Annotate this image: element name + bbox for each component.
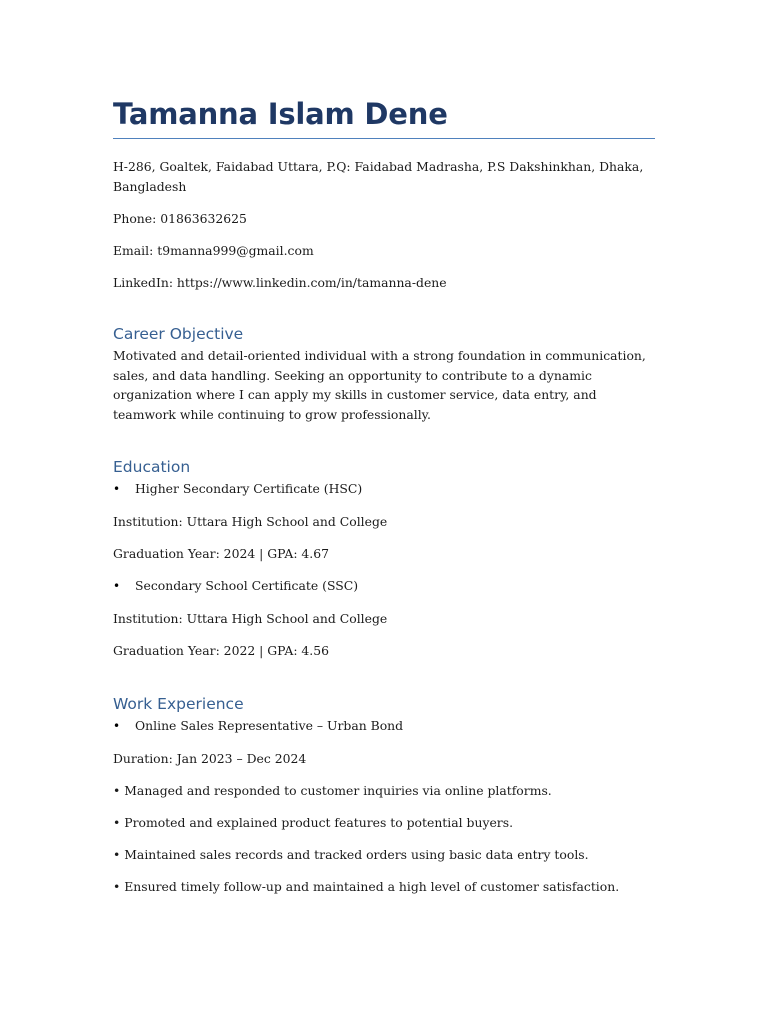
education-institution: Institution: Uttara High School and College — [113, 514, 388, 529]
bullet-icon: • — [113, 718, 121, 733]
bullet-icon: • — [113, 482, 121, 496]
education-institution: Institution: Uttara High School and College — [113, 611, 388, 626]
career-objective-text: Motivated and detail-oriented individual with a strong foundation in communication, sales, and data handling. Seeking an opportunity to contribute to a dynamic organization where I can apply my skills in customer service, data entry, and teamwork while continuing to grow professionally. — [113, 348, 646, 422]
work-duty: • Promoted and explained product features to potential buyers. — [113, 814, 514, 830]
education-entry-hsc — [113, 479, 658, 500]
work-entry — [113, 716, 658, 737]
work-duty: • Ensured timely follow-up and maintained a high level of customer satisfaction. — [113, 878, 620, 894]
candidate-name: Tamanna Islam Dene — [113, 97, 448, 131]
email-text: Email: t9manna999@gmail.com — [113, 242, 314, 258]
phone-text: Phone: 01863632625 — [113, 210, 247, 226]
work-duty: • Maintained sales records and tracked orders using basic data entry tools. — [113, 846, 589, 862]
bullet-icon: • — [113, 579, 121, 593]
name-divider — [113, 138, 655, 139]
education-year: Graduation Year: 2022 | GPA: 4.56 — [113, 643, 330, 658]
education-heading: Education — [113, 458, 191, 476]
education-entry-ssc — [113, 576, 658, 597]
education-title: Higher Secondary Certificate (HSC) — [135, 481, 363, 496]
work-duty: • Managed and responded to customer inquiries via online platforms. — [113, 782, 552, 798]
work-title: Online Sales Representative – Urban Bond — [135, 717, 404, 733]
career-objective-heading: Career Objective — [113, 325, 244, 343]
education-year: Graduation Year: 2024 | GPA: 4.67 — [113, 546, 330, 561]
linkedin-text: LinkedIn: https://www.linkedin.com/in/tamanna-dene — [113, 274, 447, 290]
work-duration: Duration: Jan 2023 – Dec 2024 — [113, 750, 307, 766]
work-experience-heading: Work Experience — [113, 694, 244, 713]
education-title: Secondary School Certificate (SSC) — [135, 578, 359, 593]
address-text: H-286, Goaltek, Faidabad Uttara, P.Q: Faidabad Madrasha, P.S Dakshinkhan, Dhaka, Bangladesh — [113, 159, 644, 194]
